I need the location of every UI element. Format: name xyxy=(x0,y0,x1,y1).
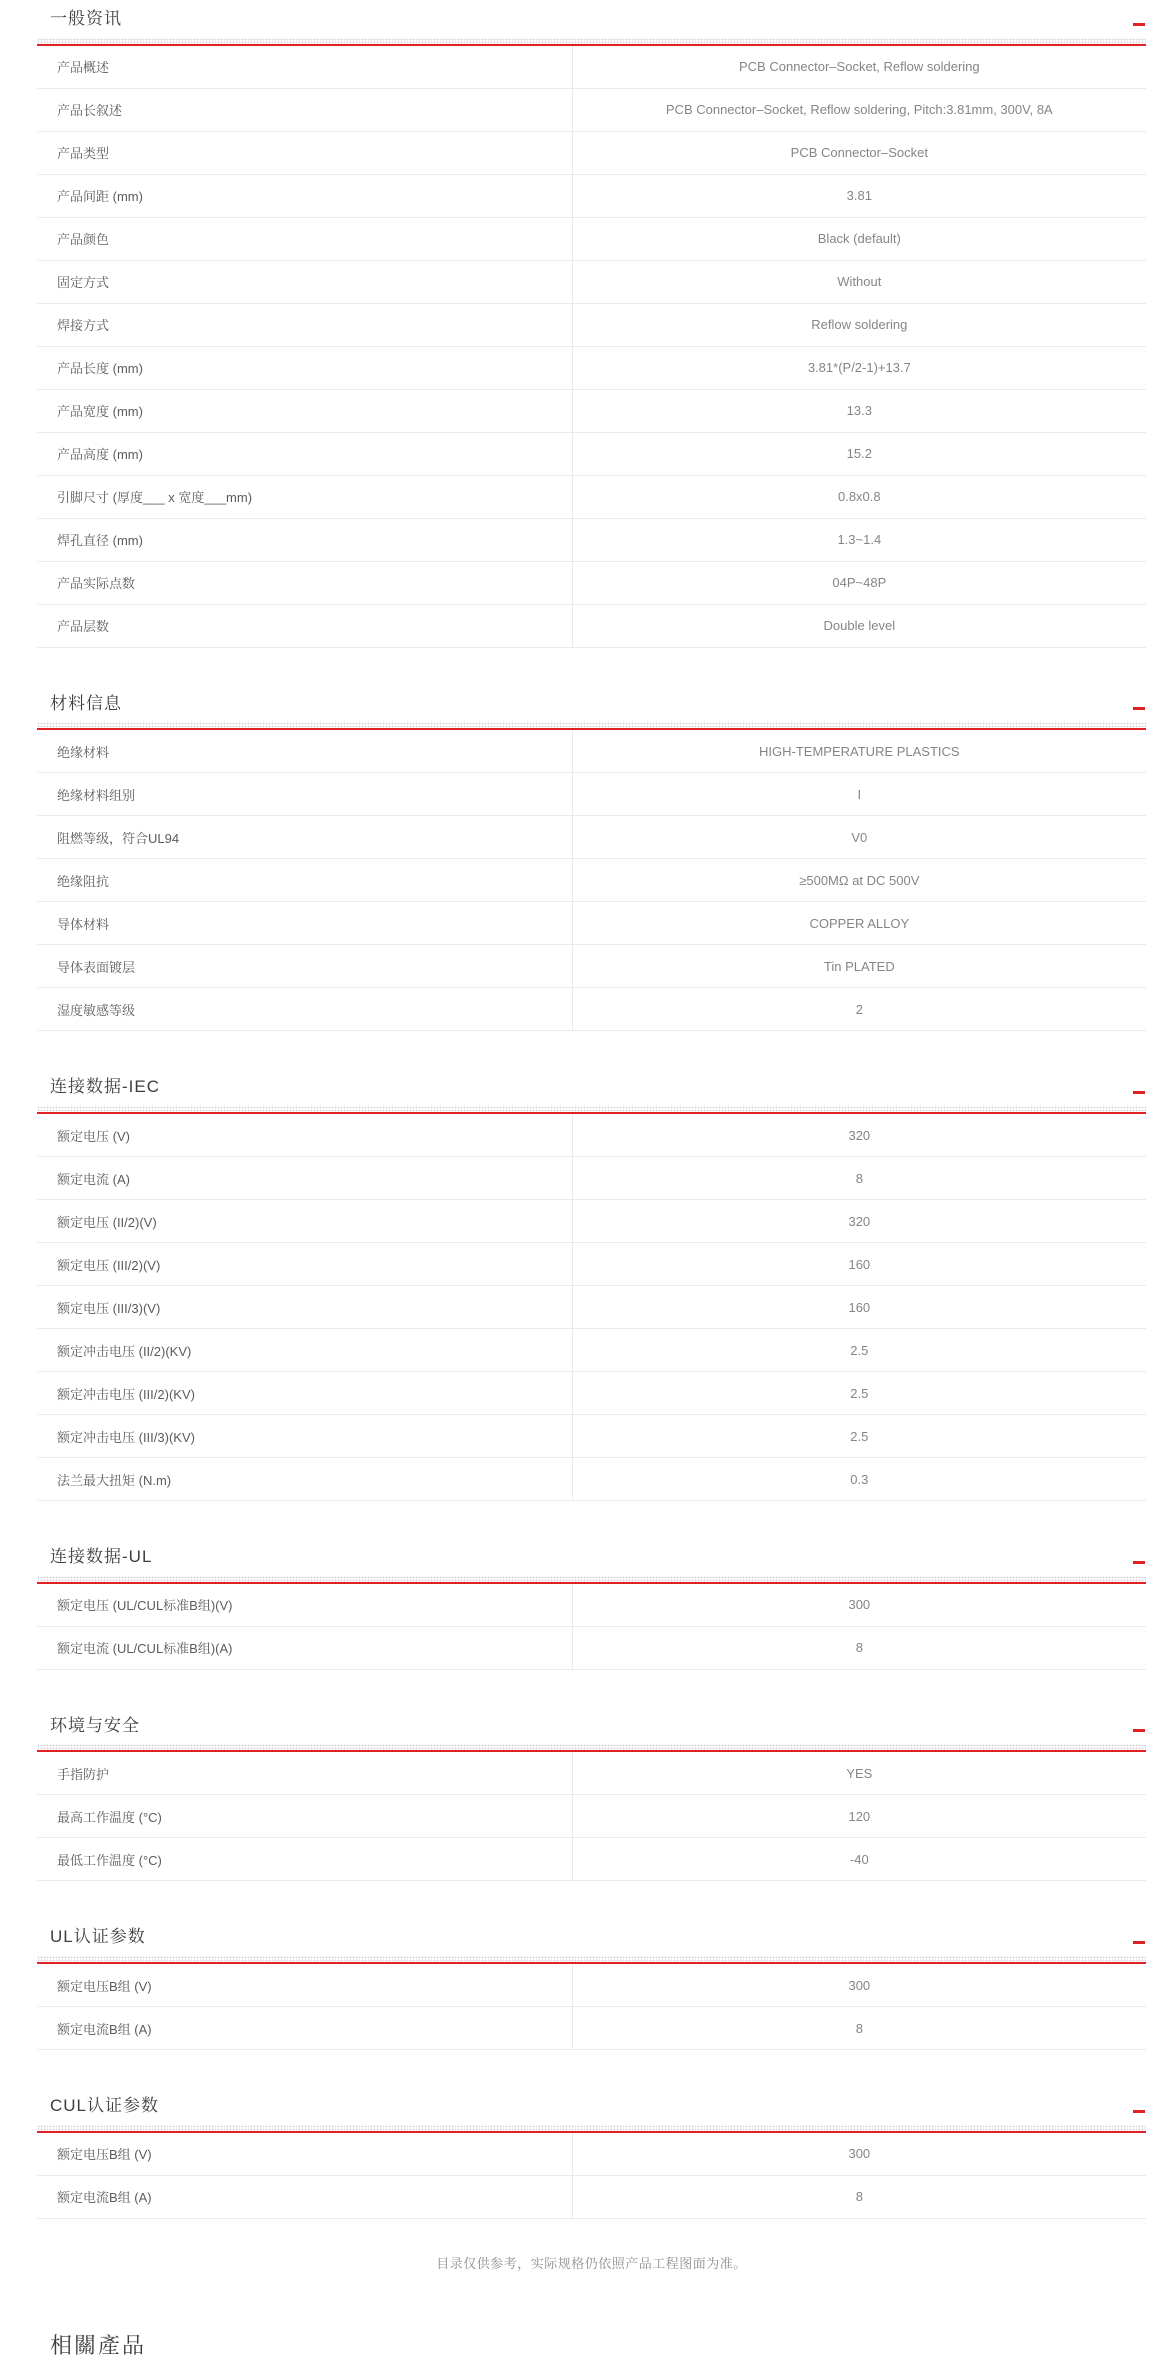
collapse-minus-icon[interactable] xyxy=(1133,1091,1145,1094)
spec-label: 额定电压 (II/2)(V) xyxy=(37,1200,573,1242)
collapse-minus-icon[interactable] xyxy=(1133,1729,1145,1732)
spec-label: 绝缘材料 xyxy=(37,730,573,772)
section-title: 材料信息 xyxy=(50,693,122,713)
spec-row xyxy=(37,433,1146,476)
spec-row xyxy=(37,519,1146,562)
spec-value: 8 xyxy=(855,1170,863,1186)
spec-label: 固定方式 xyxy=(37,261,573,303)
spec-value: 04P~48P xyxy=(832,575,887,591)
spec-row xyxy=(37,390,1146,433)
section-divider xyxy=(37,38,1146,46)
section-title: 环境与安全 xyxy=(50,1715,140,1735)
spec-row xyxy=(37,1243,1146,1286)
section-header xyxy=(50,1548,1145,1567)
section-divider xyxy=(37,2125,1146,2133)
spec-row xyxy=(37,175,1146,218)
spec-row xyxy=(37,1329,1146,1372)
spec-label: 产品宽度 (mm) xyxy=(37,390,573,432)
spec-value: Double level xyxy=(823,618,896,634)
spec-label: 产品颜色 xyxy=(37,218,573,260)
spec-row xyxy=(37,1200,1146,1243)
spec-value: 2.5 xyxy=(850,1342,869,1358)
spec-row xyxy=(37,2176,1146,2219)
spec-label: 焊孔直径 (mm) xyxy=(37,519,573,561)
spec-label: 产品实际点数 xyxy=(37,562,573,604)
spec-value: Reflow soldering xyxy=(811,317,908,333)
spec-value: 13.3 xyxy=(846,403,872,419)
spec-section xyxy=(37,1928,1146,2050)
spec-label: 额定电压B组 (V) xyxy=(37,2133,573,2175)
spec-label: 额定电流B组 (A) xyxy=(37,2176,573,2218)
spec-row xyxy=(37,1795,1146,1838)
spec-row xyxy=(37,1838,1146,1881)
spec-value: 160 xyxy=(848,1299,871,1315)
spec-value: HIGH-TEMPERATURE PLASTICS xyxy=(759,743,960,759)
spec-value: 320 xyxy=(848,1213,871,1229)
spec-sections xyxy=(37,10,1146,2219)
spec-row xyxy=(37,89,1146,132)
spec-label: 额定电压B组 (V) xyxy=(37,1964,573,2006)
spec-section xyxy=(37,1548,1146,1670)
spec-section xyxy=(37,695,1146,1032)
spec-value: 320 xyxy=(848,1127,871,1143)
spec-table xyxy=(37,1584,1146,1670)
spec-label: 绝缘阻抗 xyxy=(37,859,573,901)
spec-row xyxy=(37,1964,1146,2007)
spec-label: 产品高度 (mm) xyxy=(37,433,573,475)
spec-value: ≥500MΩ at DC 500V xyxy=(799,872,920,888)
spec-table xyxy=(37,1114,1146,1501)
spec-row xyxy=(37,988,1146,1031)
spec-table xyxy=(37,730,1146,1031)
spec-row xyxy=(37,1752,1146,1795)
spec-value: 120 xyxy=(848,1808,871,1824)
spec-value: Black (default) xyxy=(817,231,901,247)
spec-table xyxy=(37,46,1146,648)
spec-label: 产品长叙述 xyxy=(37,89,573,131)
spec-section xyxy=(37,1717,1146,1882)
spec-label: 额定电流 (A) xyxy=(37,1157,573,1199)
spec-value: 15.2 xyxy=(846,446,872,462)
spec-value: 300 xyxy=(848,1597,871,1613)
section-divider xyxy=(37,722,1146,730)
spec-value: 160 xyxy=(848,1256,871,1272)
collapse-minus-icon[interactable] xyxy=(1133,1941,1145,1944)
spec-label: 额定电压 (UL/CUL标准B组)(V) xyxy=(37,1584,573,1626)
spec-value: 0.3 xyxy=(850,1471,869,1487)
spec-label: 引脚尺寸 (厚度___ x 宽度___mm) xyxy=(37,476,573,518)
spec-label: 法兰最大扭矩 (N.m) xyxy=(37,1458,573,1500)
spec-row xyxy=(37,730,1146,773)
spec-value: YES xyxy=(846,1765,873,1781)
spec-value: -40 xyxy=(849,1851,869,1867)
spec-value: Without xyxy=(837,274,882,290)
section-header xyxy=(50,1717,1145,1736)
section-header xyxy=(50,695,1145,714)
spec-value: 300 xyxy=(848,2146,871,2162)
spec-value: 8 xyxy=(855,2020,863,2036)
spec-label: 导体材料 xyxy=(37,902,573,944)
spec-label: 额定电压 (III/3)(V) xyxy=(37,1286,573,1328)
spec-row xyxy=(37,1114,1146,1157)
spec-row xyxy=(37,1627,1146,1670)
spec-row xyxy=(37,46,1146,89)
spec-label: 湿度敏感等级 xyxy=(37,988,573,1030)
spec-value: 3.81 xyxy=(846,188,872,204)
spec-table xyxy=(37,2133,1146,2219)
section-title: UL认证参数 xyxy=(50,1927,146,1947)
spec-value: COPPER ALLOY xyxy=(809,915,910,931)
spec-row xyxy=(37,1415,1146,1458)
section-header xyxy=(50,1078,1145,1097)
spec-label: 产品概述 xyxy=(37,46,573,88)
spec-value: 3.81*(P/2-1)+13.7 xyxy=(807,360,911,376)
spec-row xyxy=(37,1458,1146,1501)
spec-label: 额定冲击电压 (III/2)(KV) xyxy=(37,1372,573,1414)
collapse-minus-icon[interactable] xyxy=(1133,1561,1145,1564)
spec-label: 产品类型 xyxy=(37,132,573,174)
spec-label: 额定冲击电压 (III/3)(KV) xyxy=(37,1415,573,1457)
spec-table xyxy=(37,1752,1146,1881)
related-products-heading: 相關產品 xyxy=(50,2332,147,2358)
section-header xyxy=(50,2097,1145,2116)
spec-label: 焊接方式 xyxy=(37,304,573,346)
collapse-minus-icon[interactable] xyxy=(1133,2110,1145,2113)
section-divider xyxy=(37,1576,1146,1584)
spec-value: I xyxy=(857,786,862,802)
spec-table xyxy=(37,1964,1146,2050)
spec-label: 产品间距 (mm) xyxy=(37,175,573,217)
spec-row xyxy=(37,562,1146,605)
spec-row xyxy=(37,2007,1146,2050)
spec-row xyxy=(37,261,1146,304)
spec-row xyxy=(37,902,1146,945)
spec-value: Tin PLATED xyxy=(823,958,895,974)
collapse-minus-icon[interactable] xyxy=(1133,23,1145,26)
spec-row xyxy=(37,218,1146,261)
spec-row xyxy=(37,132,1146,175)
spec-label: 阻燃等级，符合UL94 xyxy=(37,816,573,858)
spec-value: 300 xyxy=(848,1977,871,1993)
section-title: 连接数据-IEC xyxy=(50,1077,160,1097)
spec-row xyxy=(37,945,1146,988)
section-divider xyxy=(37,1106,1146,1114)
spec-row xyxy=(37,773,1146,816)
section-title: 连接数据-UL xyxy=(50,1547,153,1567)
spec-value: V0 xyxy=(851,829,868,845)
spec-value: 2.5 xyxy=(850,1385,869,1401)
spec-row xyxy=(37,2133,1146,2176)
spec-label: 最低工作温度 (°C) xyxy=(37,1838,573,1880)
spec-value: 2 xyxy=(855,1001,863,1017)
spec-row xyxy=(37,816,1146,859)
spec-value: 8 xyxy=(855,1640,863,1656)
spec-label: 额定电压 (III/2)(V) xyxy=(37,1243,573,1285)
spec-label: 绝缘材料组别 xyxy=(37,773,573,815)
spec-label: 额定冲击电压 (II/2)(KV) xyxy=(37,1329,573,1371)
spec-row xyxy=(37,1372,1146,1415)
spec-label: 产品长度 (mm) xyxy=(37,347,573,389)
spec-row xyxy=(37,1157,1146,1200)
spec-row xyxy=(37,347,1146,390)
spec-section xyxy=(37,2097,1146,2219)
section-title: 一般资讯 xyxy=(50,9,122,28)
spec-row xyxy=(37,859,1146,902)
spec-label: 产品层数 xyxy=(37,605,573,647)
spec-value: 2.5 xyxy=(850,1428,869,1444)
spec-label: 最高工作温度 (°C) xyxy=(37,1795,573,1837)
section-divider xyxy=(37,1744,1146,1752)
spec-value: 1.3~1.4 xyxy=(837,532,882,548)
disclaimer-note: 目录仅供参考，实际规格仍依照产品工程图面为准。 xyxy=(436,2255,747,2271)
section-title: CUL认证参数 xyxy=(50,2096,160,2116)
spec-row xyxy=(37,605,1146,648)
spec-row xyxy=(37,476,1146,519)
spec-label: 导体表面镀层 xyxy=(37,945,573,987)
spec-value: PCB Connector–Socket, Reflow soldering xyxy=(739,59,980,75)
spec-section xyxy=(37,10,1146,648)
spec-label: 额定电压 (V) xyxy=(37,1114,573,1156)
spec-row xyxy=(37,304,1146,347)
spec-value: 8 xyxy=(855,2189,863,2205)
collapse-minus-icon[interactable] xyxy=(1133,707,1145,710)
section-divider xyxy=(37,1956,1146,1964)
spec-value: PCB Connector–Socket, Reflow soldering, Pitch:3.81mm, 300V, 8A xyxy=(665,102,1053,118)
section-header xyxy=(50,1928,1145,1947)
spec-row xyxy=(37,1286,1146,1329)
spec-section xyxy=(37,1078,1146,1501)
spec-label: 手指防护 xyxy=(37,1752,573,1794)
spec-value: 0.8x0.8 xyxy=(837,489,881,505)
spec-label: 额定电流 (UL/CUL标准B组)(A) xyxy=(37,1627,573,1669)
section-header xyxy=(50,10,1145,29)
spec-value: PCB Connector–Socket xyxy=(790,145,928,161)
spec-label: 额定电流B组 (A) xyxy=(37,2007,573,2049)
spec-row xyxy=(37,1584,1146,1627)
